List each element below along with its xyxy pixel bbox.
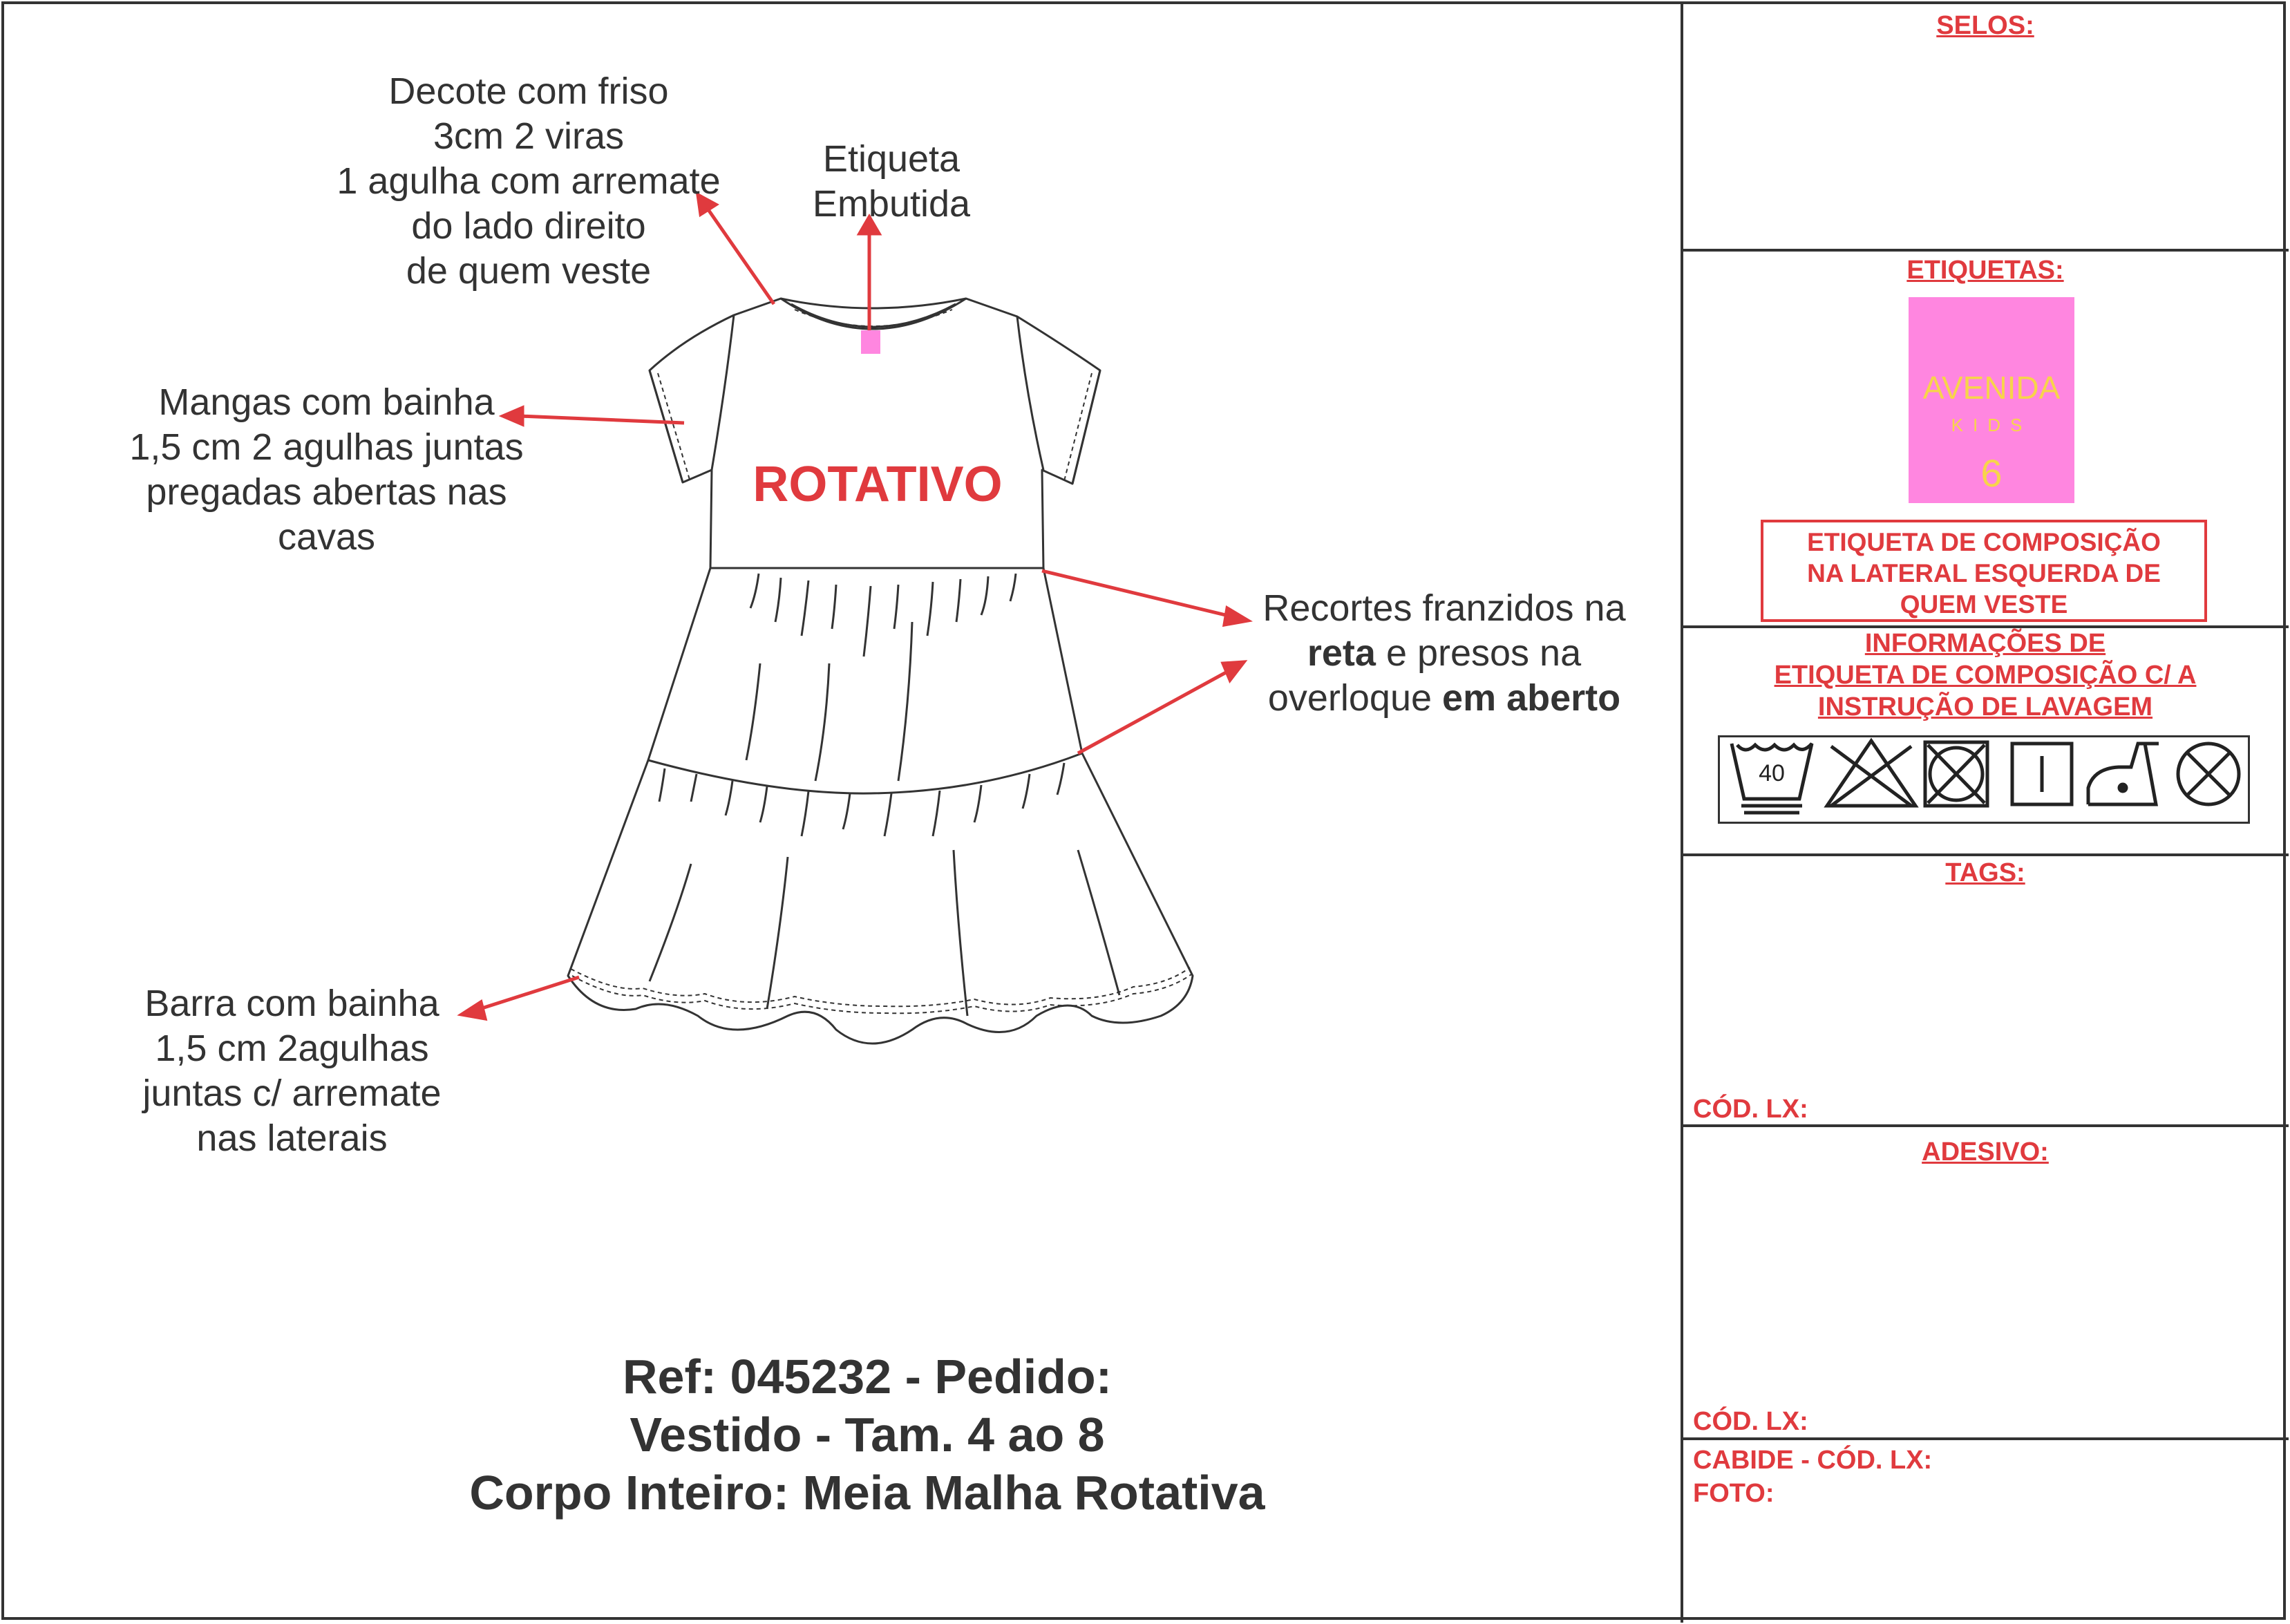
etiquetas-title: ETIQUETAS: xyxy=(1906,256,2064,285)
note-mangas: Mangas com bainha 1,5 cm 2 agulhas juntas pregadas abertas nas cavas xyxy=(129,381,524,558)
dress-print-text: ROTATIVO xyxy=(753,457,1003,512)
cabide-cod-lx: CABIDE - CÓD. LX: xyxy=(1693,1446,1933,1475)
reference-block: Ref: 045232 - Pedido: Vestido - Tam. 4 ao 8 Corpo Inteiro: Meia Malha Rotativa xyxy=(469,1350,1265,1520)
arrow-recortes-2 xyxy=(1078,672,1227,753)
adesivo-cod-lx: CÓD. LX: xyxy=(1693,1407,1808,1436)
wash-instructions-box xyxy=(1718,735,2250,824)
tags-title: TAGS: xyxy=(1945,858,2025,887)
informacoes-title: INFORMAÇÕES DE ETIQUETA DE COMPOSIÇÃO C/ A INSTRUÇÃO DE LAVAGEM xyxy=(1774,629,2197,721)
foto-label: FOTO: xyxy=(1693,1479,1775,1508)
arrow-barra xyxy=(475,977,579,1010)
arrow-recortes-1 xyxy=(1042,571,1231,616)
tags-cod-lx: CÓD. LX: xyxy=(1693,1095,1808,1124)
adesivo-title: ADESIVO: xyxy=(1922,1137,2049,1167)
note-etiqueta: Etiqueta Embutida xyxy=(812,138,971,225)
brand-label-image xyxy=(1909,297,2074,503)
selos-title: SELOS: xyxy=(1936,11,2034,40)
note-barra: Barra com bainha 1,5 cm 2agulhas juntas c/ arremate nas laterais xyxy=(142,983,442,1159)
note-recortes: Recortes franzidos na reta e presos na overloque em aberto xyxy=(1262,587,1626,719)
wash-temperature-text: 40 xyxy=(1759,760,1785,786)
skirt-tier-1 xyxy=(648,568,1082,793)
brand-label-sub: KIDS xyxy=(1951,415,2032,435)
composition-label-box: ETIQUETA DE COMPOSIÇÃO NA LATERAL ESQUERDA DE QUEM VESTE xyxy=(1761,520,2207,622)
brand-label-name: AVENIDA xyxy=(1922,370,2061,406)
note-decote: Decote com friso 3cm 2 viras 1 agulha com arremate do lado direito de quem veste xyxy=(337,70,721,292)
brand-label-size: 6 xyxy=(1980,451,2003,495)
embedded-label-swatch xyxy=(861,330,880,354)
